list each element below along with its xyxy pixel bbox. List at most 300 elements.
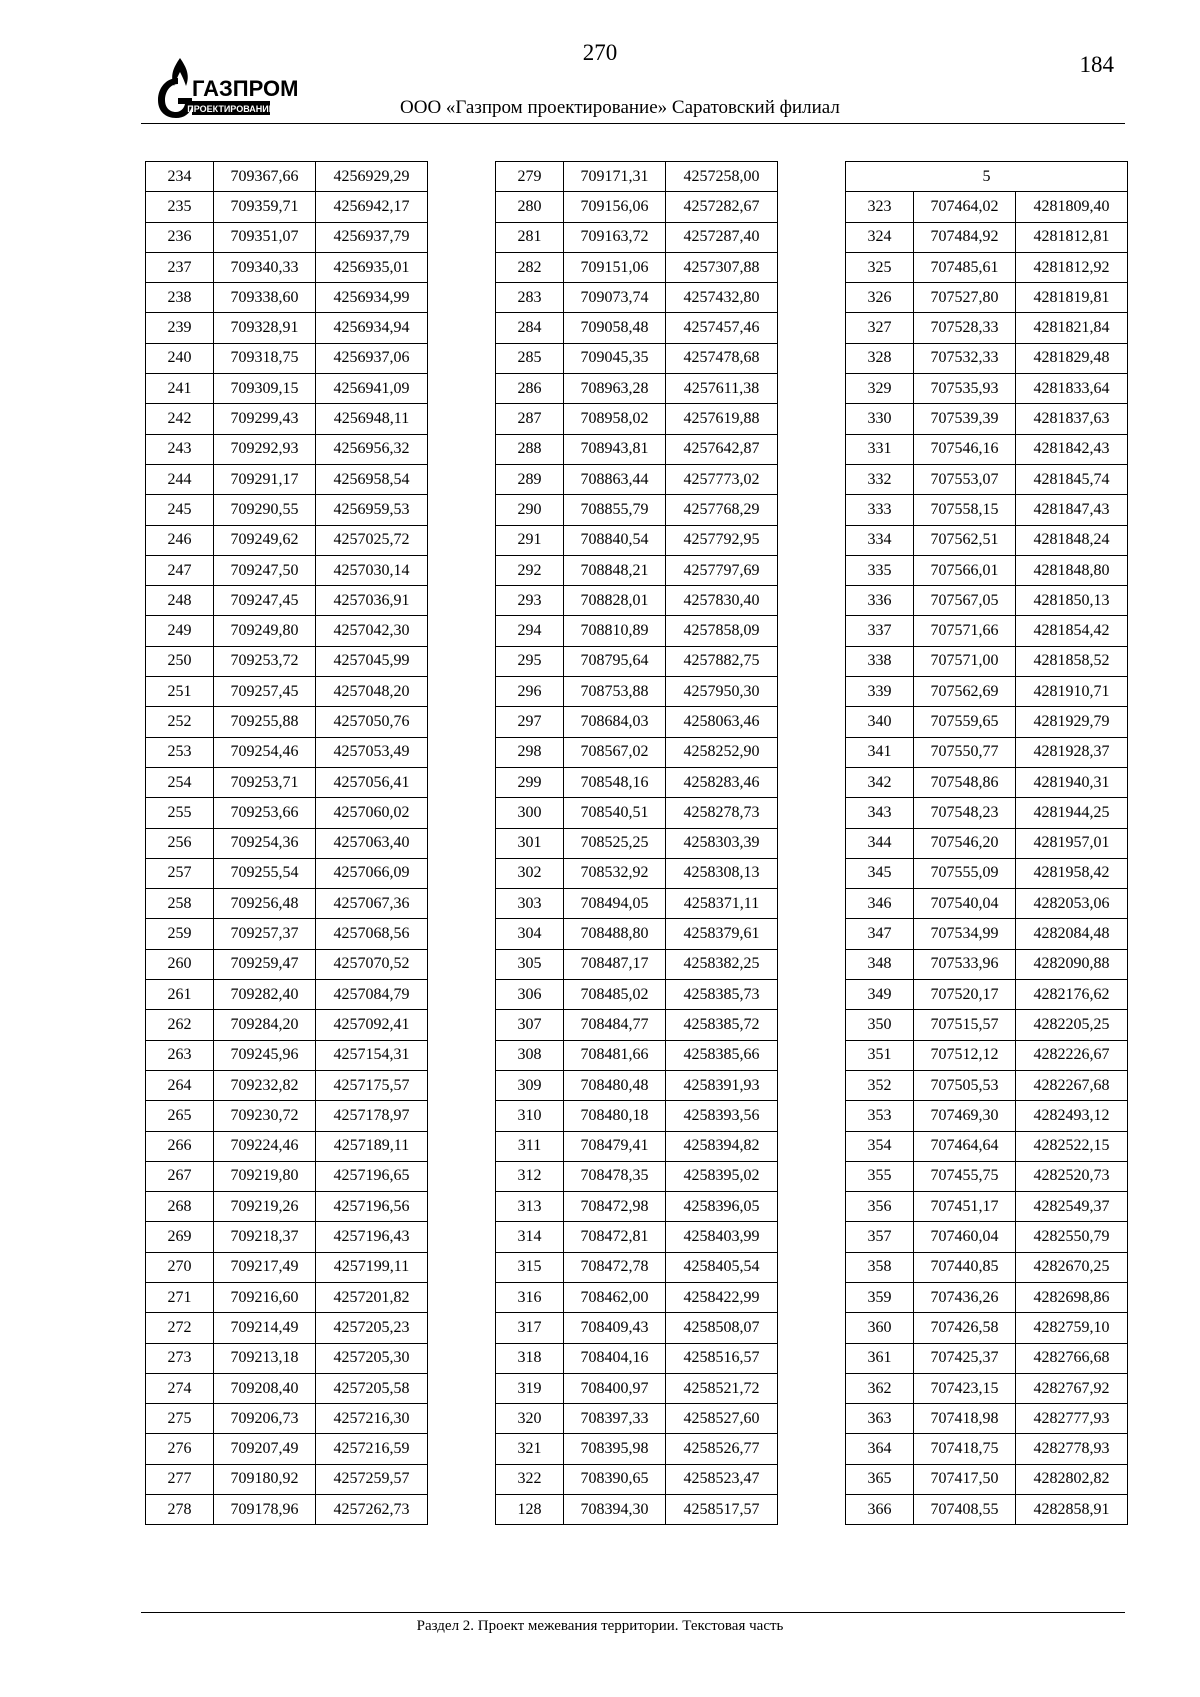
- coord-y: 4282084,48: [1016, 919, 1128, 949]
- point-number: 238: [146, 283, 214, 313]
- coord-y: 4281845,74: [1016, 464, 1128, 494]
- coord-x: 709292,93: [214, 434, 316, 464]
- table-row: [146, 737, 428, 767]
- table-row: [846, 495, 1128, 525]
- coord-y: 4281819,81: [1016, 283, 1128, 313]
- table-row: [496, 283, 778, 313]
- coord-x: 709171,31: [564, 162, 666, 192]
- coord-y: 4256934,99: [316, 283, 428, 313]
- coord-y: 4257307,88: [666, 252, 778, 282]
- coord-x: 709219,26: [214, 1192, 316, 1222]
- point-number: 317: [496, 1313, 564, 1343]
- point-number: 266: [146, 1131, 214, 1161]
- coord-y: 4256956,32: [316, 434, 428, 464]
- coord-x: 708863,44: [564, 464, 666, 494]
- table-row: [846, 737, 1128, 767]
- coord-x: 709282,40: [214, 980, 316, 1010]
- coord-y: 4282549,37: [1016, 1192, 1128, 1222]
- coord-x: 709224,46: [214, 1131, 316, 1161]
- coord-x: 707535,93: [914, 374, 1016, 404]
- table-row: [496, 646, 778, 676]
- coord-x: 709247,50: [214, 555, 316, 585]
- table-row: [496, 949, 778, 979]
- table-row: [146, 1040, 428, 1070]
- coord-x: 709253,71: [214, 767, 316, 797]
- table-row: [496, 374, 778, 404]
- table-row: [846, 646, 1128, 676]
- coord-y: 4257178,97: [316, 1101, 428, 1131]
- point-number: 282: [496, 252, 564, 282]
- point-number: 300: [496, 798, 564, 828]
- coord-x: 707539,39: [914, 404, 1016, 434]
- table-row: [146, 586, 428, 616]
- coord-x: 709284,20: [214, 1010, 316, 1040]
- coord-x: 709249,62: [214, 525, 316, 555]
- coord-y: 4257201,82: [316, 1282, 428, 1312]
- table-row: [496, 707, 778, 737]
- coord-y: 4257050,76: [316, 707, 428, 737]
- point-number: 351: [846, 1040, 914, 1070]
- coord-x: 709208,40: [214, 1373, 316, 1403]
- point-number: 259: [146, 919, 214, 949]
- table-row: [496, 1282, 778, 1312]
- point-number: 326: [846, 283, 914, 313]
- point-number: 279: [496, 162, 564, 192]
- coord-x: 708397,33: [564, 1404, 666, 1434]
- point-number: 345: [846, 858, 914, 888]
- coord-x: 707548,86: [914, 767, 1016, 797]
- point-number: 322: [496, 1464, 564, 1494]
- table-row: [146, 646, 428, 676]
- footer-text: Раздел 2. Проект межевания территории. Текстовая часть: [416, 1618, 784, 1634]
- coord-x: 708494,05: [564, 889, 666, 919]
- coord-x: 708480,48: [564, 1070, 666, 1100]
- coord-x: 709257,37: [214, 919, 316, 949]
- coord-x: 707559,65: [914, 707, 1016, 737]
- table-row: [146, 192, 428, 222]
- point-number: 245: [146, 495, 214, 525]
- coord-x: 707512,12: [914, 1040, 1016, 1070]
- point-number: 291: [496, 525, 564, 555]
- point-number: 128: [496, 1495, 564, 1525]
- coord-x: 707555,09: [914, 858, 1016, 888]
- coord-x: 709073,74: [564, 283, 666, 313]
- coord-y: 4281850,13: [1016, 586, 1128, 616]
- section-label: 5: [846, 162, 1128, 192]
- coord-x: 709219,80: [214, 1161, 316, 1191]
- table-row: [496, 1464, 778, 1494]
- table-row: [496, 1495, 778, 1525]
- coord-x: 709156,06: [564, 192, 666, 222]
- coord-y: 4281848,80: [1016, 555, 1128, 585]
- table-row: [146, 1101, 428, 1131]
- table-row: [846, 404, 1128, 434]
- point-number: 334: [846, 525, 914, 555]
- table-row: [846, 1192, 1128, 1222]
- coord-x: 707436,26: [914, 1282, 1016, 1312]
- coord-x: 708963,28: [564, 374, 666, 404]
- point-number: 285: [496, 343, 564, 373]
- coord-y: 4258283,46: [666, 767, 778, 797]
- coord-x: 707546,20: [914, 828, 1016, 858]
- point-number: 329: [846, 374, 914, 404]
- table-row: [146, 495, 428, 525]
- point-number: 366: [846, 1495, 914, 1525]
- point-number: 360: [846, 1313, 914, 1343]
- table-row: [496, 464, 778, 494]
- point-number: 357: [846, 1222, 914, 1252]
- coord-y: 4257205,58: [316, 1373, 428, 1403]
- coord-x: 708795,64: [564, 646, 666, 676]
- coord-y: 4257432,80: [666, 283, 778, 313]
- point-number: 276: [146, 1434, 214, 1464]
- coord-x: 708548,16: [564, 767, 666, 797]
- coord-x: 709257,45: [214, 677, 316, 707]
- coord-x: 709328,91: [214, 313, 316, 343]
- table-row: [846, 555, 1128, 585]
- table-row: [496, 858, 778, 888]
- coord-y: 4258527,60: [666, 1404, 778, 1434]
- point-number: 284: [496, 313, 564, 343]
- point-number: 287: [496, 404, 564, 434]
- coord-y: 4282766,68: [1016, 1343, 1128, 1373]
- coord-y: 4258521,72: [666, 1373, 778, 1403]
- table-row: [846, 1313, 1128, 1343]
- table-row: [846, 1495, 1128, 1525]
- coord-y: 4257154,31: [316, 1040, 428, 1070]
- coord-x: 708404,16: [564, 1343, 666, 1373]
- page-number-center: 270: [582, 40, 618, 65]
- point-number: 235: [146, 192, 214, 222]
- point-number: 331: [846, 434, 914, 464]
- point-number: 342: [846, 767, 914, 797]
- point-number: 273: [146, 1343, 214, 1373]
- point-number: 335: [846, 555, 914, 585]
- point-number: 260: [146, 949, 214, 979]
- coord-x: 708395,98: [564, 1434, 666, 1464]
- table-row: [496, 1131, 778, 1161]
- point-number: 234: [146, 162, 214, 192]
- coord-y: 4281940,31: [1016, 767, 1128, 797]
- coord-y: 4282858,91: [1016, 1495, 1128, 1525]
- table-row: [496, 1343, 778, 1373]
- point-number: 314: [496, 1222, 564, 1252]
- point-number: 295: [496, 646, 564, 676]
- point-number: 262: [146, 1010, 214, 1040]
- coord-x: 708532,92: [564, 858, 666, 888]
- table-row: [496, 1252, 778, 1282]
- table-row: [846, 798, 1128, 828]
- point-number: 321: [496, 1434, 564, 1464]
- coord-y: 4257048,20: [316, 677, 428, 707]
- coord-x: 709318,75: [214, 343, 316, 373]
- coord-x: 709254,46: [214, 737, 316, 767]
- point-number: 293: [496, 586, 564, 616]
- point-number: 337: [846, 616, 914, 646]
- coord-y: 4257287,40: [666, 222, 778, 252]
- coord-x: 708828,01: [564, 586, 666, 616]
- point-number: 354: [846, 1131, 914, 1161]
- point-number: 333: [846, 495, 914, 525]
- coord-x: 709213,18: [214, 1343, 316, 1373]
- coord-y: 4257950,30: [666, 677, 778, 707]
- coord-y: 4258516,57: [666, 1343, 778, 1373]
- table-row: [496, 1010, 778, 1040]
- point-number: 344: [846, 828, 914, 858]
- table-row: [846, 889, 1128, 919]
- page-number-right: 184: [1079, 52, 1114, 77]
- coord-x: 708485,02: [564, 980, 666, 1010]
- point-number: 261: [146, 980, 214, 1010]
- table-row: [146, 828, 428, 858]
- coord-x: 709255,54: [214, 858, 316, 888]
- coord-x: 708394,30: [564, 1495, 666, 1525]
- point-number: 297: [496, 707, 564, 737]
- table-row: [846, 1404, 1128, 1434]
- table-row: [146, 464, 428, 494]
- coord-x: 708478,35: [564, 1161, 666, 1191]
- coord-x: 709214,49: [214, 1313, 316, 1343]
- coord-y: 4282090,88: [1016, 949, 1128, 979]
- logo-text-top: ГАЗПРОМ: [192, 76, 299, 101]
- table-row: [496, 889, 778, 919]
- table-row: [846, 283, 1128, 313]
- table-row: [146, 1192, 428, 1222]
- coord-y: 4257196,43: [316, 1222, 428, 1252]
- coord-y: 4258393,56: [666, 1101, 778, 1131]
- point-number: 268: [146, 1192, 214, 1222]
- coord-x: 707550,77: [914, 737, 1016, 767]
- point-number: 346: [846, 889, 914, 919]
- table-row: [146, 919, 428, 949]
- coord-x: 709291,17: [214, 464, 316, 494]
- coord-x: 708390,65: [564, 1464, 666, 1494]
- coord-x: 709247,45: [214, 586, 316, 616]
- point-number: 270: [146, 1252, 214, 1282]
- table-row: [146, 980, 428, 1010]
- point-number: 325: [846, 252, 914, 282]
- coord-x: 707485,61: [914, 252, 1016, 282]
- coord-y: 4281842,43: [1016, 434, 1128, 464]
- coord-y: 4282176,62: [1016, 980, 1128, 1010]
- coord-x: 707460,04: [914, 1222, 1016, 1252]
- coord-x: 708567,02: [564, 737, 666, 767]
- table-row: [846, 1464, 1128, 1494]
- coord-y: 4281847,43: [1016, 495, 1128, 525]
- point-number: 324: [846, 222, 914, 252]
- coord-x: 707527,80: [914, 283, 1016, 313]
- coord-x: 709207,49: [214, 1434, 316, 1464]
- table-row: [846, 980, 1128, 1010]
- coord-x: 707558,15: [914, 495, 1016, 525]
- table-row: [846, 374, 1128, 404]
- table-row: [146, 434, 428, 464]
- coord-y: 4258063,46: [666, 707, 778, 737]
- coord-x: 707515,57: [914, 1010, 1016, 1040]
- point-number: 303: [496, 889, 564, 919]
- table-row: [146, 1161, 428, 1191]
- coord-y: 4258382,25: [666, 949, 778, 979]
- coord-y: 4257768,29: [666, 495, 778, 525]
- table-row: [846, 222, 1128, 252]
- coord-y: 4257092,41: [316, 1010, 428, 1040]
- point-number: 301: [496, 828, 564, 858]
- point-number: 278: [146, 1495, 214, 1525]
- coord-x: 709253,72: [214, 646, 316, 676]
- coord-x: 708479,41: [564, 1131, 666, 1161]
- coord-y: 4257060,02: [316, 798, 428, 828]
- point-number: 299: [496, 767, 564, 797]
- coord-y: 4281929,79: [1016, 707, 1128, 737]
- coord-y: 4258517,57: [666, 1495, 778, 1525]
- coord-y: 4258403,99: [666, 1222, 778, 1252]
- table-row: [496, 616, 778, 646]
- coord-y: 4257282,67: [666, 192, 778, 222]
- coord-x: 709338,60: [214, 283, 316, 313]
- point-number: 356: [846, 1192, 914, 1222]
- coord-y: 4281910,71: [1016, 677, 1128, 707]
- coord-y: 4282778,93: [1016, 1434, 1128, 1464]
- coord-y: 4257259,57: [316, 1464, 428, 1494]
- coord-y: 4282550,79: [1016, 1222, 1128, 1252]
- table-row: [846, 1040, 1128, 1070]
- point-number: 288: [496, 434, 564, 464]
- table-row: [496, 1070, 778, 1100]
- table-row: [146, 222, 428, 252]
- coord-y: 4258308,13: [666, 858, 778, 888]
- coord-x: 709290,55: [214, 495, 316, 525]
- coord-x: 707528,33: [914, 313, 1016, 343]
- table-row: [146, 707, 428, 737]
- coord-x: 709299,43: [214, 404, 316, 434]
- coord-x: 709216,60: [214, 1282, 316, 1312]
- point-number: 277: [146, 1464, 214, 1494]
- table-row: [496, 1101, 778, 1131]
- coord-x: 707425,37: [914, 1343, 1016, 1373]
- coord-y: 4258391,93: [666, 1070, 778, 1100]
- point-number: 236: [146, 222, 214, 252]
- table-row: [146, 1070, 428, 1100]
- point-number: 254: [146, 767, 214, 797]
- point-number: 246: [146, 525, 214, 555]
- coord-y: 4281928,37: [1016, 737, 1128, 767]
- table-row: [846, 1010, 1128, 1040]
- point-number: 241: [146, 374, 214, 404]
- table-row: [146, 1404, 428, 1434]
- table-row: [846, 434, 1128, 464]
- point-number: 304: [496, 919, 564, 949]
- coord-y: 4282205,25: [1016, 1010, 1128, 1040]
- coord-y: 4282802,82: [1016, 1464, 1128, 1494]
- table-row: [496, 919, 778, 949]
- table-row: [146, 858, 428, 888]
- table-row: [846, 1282, 1128, 1312]
- coord-x: 707562,51: [914, 525, 1016, 555]
- point-number: 332: [846, 464, 914, 494]
- table-row: [496, 767, 778, 797]
- coord-y: 4257773,02: [666, 464, 778, 494]
- coordinates-table-2: [495, 161, 778, 1525]
- coord-x: 707469,30: [914, 1101, 1016, 1131]
- point-number: 250: [146, 646, 214, 676]
- table-row: [496, 555, 778, 585]
- coord-y: 4257036,91: [316, 586, 428, 616]
- coord-y: 4256942,17: [316, 192, 428, 222]
- coord-x: 708400,97: [564, 1373, 666, 1403]
- gazprom-logo: [140, 56, 299, 120]
- company-name: ООО «Газпром проектирование» Саратовский филиал: [400, 97, 840, 118]
- coord-y: 4258526,77: [666, 1434, 778, 1464]
- point-number: 358: [846, 1252, 914, 1282]
- point-number: 320: [496, 1404, 564, 1434]
- table-row: [146, 1373, 428, 1403]
- table-row: [496, 192, 778, 222]
- coord-x: 707451,17: [914, 1192, 1016, 1222]
- point-number: 348: [846, 949, 914, 979]
- coord-y: 4257858,09: [666, 616, 778, 646]
- coord-y: 4281829,48: [1016, 343, 1128, 373]
- table-row: [146, 1010, 428, 1040]
- coord-x: 707553,07: [914, 464, 1016, 494]
- coord-x: 709230,72: [214, 1101, 316, 1131]
- point-number: 361: [846, 1343, 914, 1373]
- coordinates-table-1: [145, 161, 428, 1525]
- coord-y: 4258303,39: [666, 828, 778, 858]
- point-number: 258: [146, 889, 214, 919]
- table-row: [146, 343, 428, 373]
- coord-y: 4257066,09: [316, 858, 428, 888]
- coord-x: 708840,54: [564, 525, 666, 555]
- point-number: 336: [846, 586, 914, 616]
- table-row: [496, 980, 778, 1010]
- point-number: 286: [496, 374, 564, 404]
- coord-x: 709232,82: [214, 1070, 316, 1100]
- table-row: [496, 525, 778, 555]
- coord-x: 707571,66: [914, 616, 1016, 646]
- coord-y: 4258405,54: [666, 1252, 778, 1282]
- coord-x: 709245,96: [214, 1040, 316, 1070]
- coord-x: 708484,77: [564, 1010, 666, 1040]
- coord-y: 4257084,79: [316, 980, 428, 1010]
- table-row: [846, 525, 1128, 555]
- coord-y: 4258396,05: [666, 1192, 778, 1222]
- point-number: 313: [496, 1192, 564, 1222]
- coord-x: 709255,88: [214, 707, 316, 737]
- coord-y: 4257067,36: [316, 889, 428, 919]
- point-number: 328: [846, 343, 914, 373]
- coord-x: 708684,03: [564, 707, 666, 737]
- table-row: [496, 162, 778, 192]
- coord-y: 4281812,92: [1016, 252, 1128, 282]
- table-row: [146, 1434, 428, 1464]
- coord-x: 707566,01: [914, 555, 1016, 585]
- point-number: 305: [496, 949, 564, 979]
- table-row: [846, 919, 1128, 949]
- table-row: [846, 1070, 1128, 1100]
- table-row: [146, 1464, 428, 1494]
- coord-y: 4282520,73: [1016, 1161, 1128, 1191]
- coord-y: 4257070,52: [316, 949, 428, 979]
- coord-y: 4256935,01: [316, 252, 428, 282]
- coord-y: 4257792,95: [666, 525, 778, 555]
- coord-x: 707408,55: [914, 1495, 1016, 1525]
- point-number: 249: [146, 616, 214, 646]
- coord-y: 4256948,11: [316, 404, 428, 434]
- table-row: [846, 586, 1128, 616]
- point-number: 289: [496, 464, 564, 494]
- coord-x: 709163,72: [564, 222, 666, 252]
- point-number: 338: [846, 646, 914, 676]
